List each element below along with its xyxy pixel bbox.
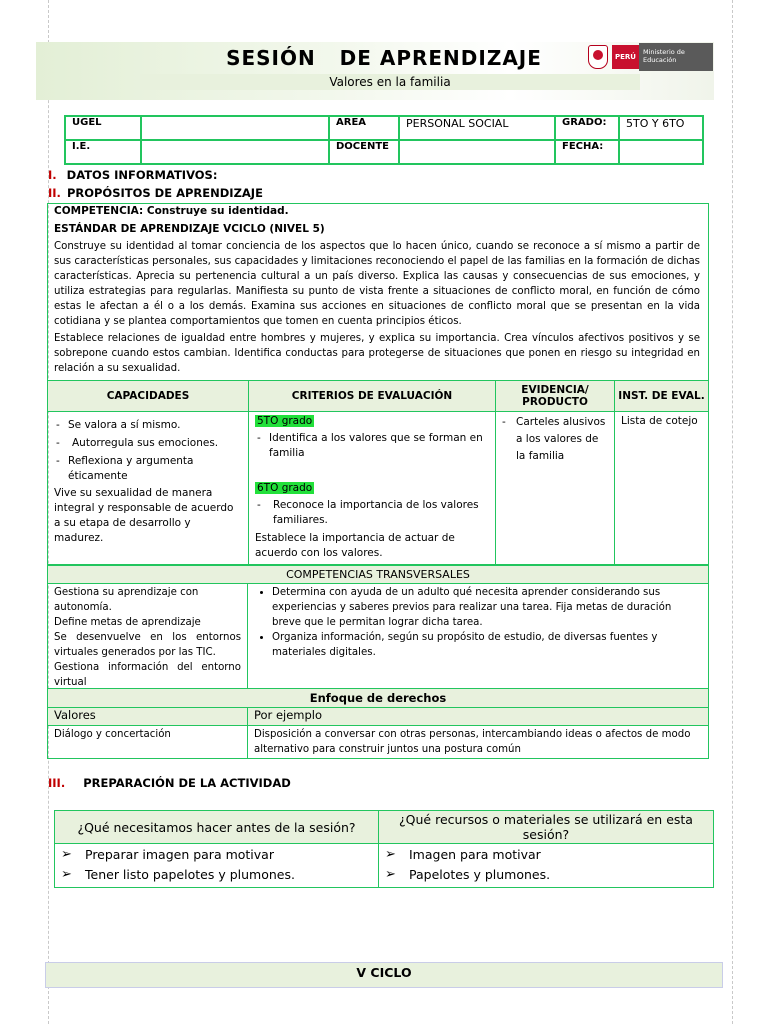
enfoque-col-valores: Valores [48, 708, 248, 726]
evidencia-cell [496, 412, 615, 565]
ie-label: I.E. [65, 140, 141, 164]
enfoque-col-ejemplo: Por ejemplo [248, 708, 709, 726]
fecha-label: FECHA: [555, 140, 619, 164]
col-header-instrumento: INST. DE EVAL. [615, 381, 709, 412]
transversales-left-cell [48, 584, 248, 692]
col-header-evidencia: EVIDENCIA/ PRODUCTO [496, 381, 615, 412]
prep-materials-list [379, 845, 713, 885]
ministry-logo [588, 44, 714, 70]
ie-field[interactable] [141, 140, 329, 164]
capacidad-extra: Vive su sexualidad de manera integral y responsable de acuerdo a su etapa de desarrollo y madurez. [54, 487, 234, 544]
section-1-number: I. [48, 168, 57, 182]
logo-peru-text: PERÚ [612, 45, 639, 69]
criterios-cell [249, 412, 496, 565]
area-label: AREA [329, 116, 399, 140]
prep-before-cell [55, 844, 379, 888]
transversal-criterio: • Determina con ayuda de un adulto qué necesita aprender considerando sus experiencias y saberes previos para realizar una tarea. Fija metas de duración breve que le permitan lograr dicha tarea. [272, 585, 702, 630]
preparation-table [54, 810, 714, 888]
prep-materials-item: ➢ Papelotes y plumones. [379, 865, 713, 885]
transversal-item: Se desenvuelve en los entornos virtuales generados por las TIC. [54, 632, 241, 658]
enfoque-header: Enfoque de derechos [48, 689, 709, 708]
fecha-field[interactable] [619, 140, 703, 164]
info-table [64, 115, 704, 165]
prep-question-before: ¿Qué necesitamos hacer antes de la sesión? [55, 811, 379, 844]
section-3-number: III. [48, 776, 66, 790]
capacidad-item: - Se valora a sí mismo. [54, 418, 242, 433]
enfoque-ejemplo: Disposición a conversar con otras personas, intercambiando ideas o afectos de modo alternativo para construir juntos una postura común [248, 726, 709, 759]
prep-materials-item: ➢ Imagen para motivar [379, 845, 713, 865]
prep-materials-cell [379, 844, 714, 888]
transversales-table [47, 565, 709, 692]
instrumento-cell: Lista de cotejo [615, 412, 709, 565]
grade-5-label: 5TO grado [257, 415, 313, 427]
docente-label: DOCENTE [329, 140, 399, 164]
criterio-item: - Reconoce la importancia de los valores familiares. [255, 498, 489, 528]
section-3-title: PREPARACIÓN DE LA ACTIVIDAD [83, 776, 291, 790]
section-2-number: II. [48, 186, 61, 200]
prep-before-item: ➢ Tener listo papelotes y plumones. [55, 865, 378, 885]
area-field[interactable]: PERSONAL SOCIAL [399, 116, 555, 140]
prep-before-item: ➢ Preparar imagen para motivar [55, 845, 378, 865]
capacidades-cell [48, 412, 249, 565]
evaluation-table [47, 380, 709, 565]
peru-shield-icon [588, 45, 608, 69]
section-2-heading [48, 186, 263, 200]
transversal-item: Gestiona su aprendizaje con autonomía. [54, 587, 199, 613]
criterio-item: - Identifica a los valores que se forman en familia [255, 431, 489, 461]
ugel-field[interactable] [141, 116, 329, 140]
evidencia-list [500, 414, 610, 465]
capacidades-list [54, 418, 242, 484]
estandar-paragraph-1: Construye su identidad al tomar conciencia de los aspectos que lo hacen único, cuando se reconoce a sí mismo a partir de sus características personales, sus capacidades y limitaciones reconociendo el papel de las familias en la formación de dichas características. Aprecia su pertenencia cultural a un país diverso. Explica las causas y consecuencias de sus emociones, y utiliza estrategias para regularlas. Manifiesta su punto de vista frente a situaciones de conflicto moral, en función de cómo estas le afectan a él o a los demás. Examina sus acciones en situaciones de conflicto moral que se presentan en la vida cotidiana y se plantea comportamientos que tomen en cuenta principios éticos. [54, 241, 700, 327]
grade-5-criterios [255, 431, 489, 461]
section-2-title: PROPÓSITOS DE APRENDIZAJE [66, 186, 263, 200]
transversal-criterio: • Organiza información, según su propósito de estudio, de diversas fuentes y materiales digitales. [272, 630, 702, 660]
session-subtitle: Valores en la familia [140, 74, 640, 90]
section-1-heading [48, 168, 217, 182]
col-header-capacidades: CAPACIDADES [48, 381, 249, 412]
ugel-label: UGEL [65, 116, 141, 140]
transversales-header: COMPETENCIAS TRANSVERSALES [48, 566, 709, 584]
estandar-title: ESTÁNDAR DE APRENDIZAJE VCICLO (NIVEL 5) [54, 223, 325, 235]
grado-field[interactable]: 5TO Y 6TO [619, 116, 703, 140]
grade-6-criterios [255, 498, 489, 528]
transversales-criteria-list [254, 585, 702, 660]
docente-field[interactable] [399, 140, 555, 164]
competencia-title: COMPETENCIA: Construye su identidad. [54, 205, 289, 217]
section-1-title: DATOS INFORMATIVOS: [66, 168, 218, 182]
prep-question-materials: ¿Qué recursos o materiales se utilizará en esta sesión? [379, 811, 714, 844]
grado-label: GRADO: [555, 116, 619, 140]
capacidad-item: - Reflexiona y argumenta éticamente [54, 454, 242, 484]
capacidad-item: - Autorregula sus emociones. [54, 436, 242, 451]
transversal-item: Gestiona información del entorno virtual [54, 662, 241, 688]
enfoque-table [47, 688, 709, 759]
col-header-criterios: CRITERIOS DE EVALUACIÓN [249, 381, 496, 412]
enfoque-valor: Diálogo y concertación [48, 726, 248, 759]
transversal-item: Define metas de aprendizaje [54, 617, 201, 628]
evidencia-item: - Carteles alusivos a los valores de la familia [500, 414, 610, 465]
page-title: SESIÓN DE APRENDIZAJE [226, 46, 542, 70]
grade-6-extra: Establece la importancia de actuar de acuerdo con los valores. [255, 532, 455, 559]
section-3-heading [48, 776, 291, 790]
logo-ministry-text: Ministerio de Educación [639, 43, 713, 71]
prep-before-list [55, 845, 378, 885]
footer-cycle: V CICLO [45, 962, 723, 988]
transversales-right-cell [248, 584, 709, 692]
page-margin-right [732, 0, 733, 1024]
grade-6-label: 6TO grado [257, 482, 313, 494]
estandar-paragraph-2: Establece relaciones de igualdad entre hombres y mujeres, y explica su importancia. Crea vínculos afectivos positivos y se sobrepone cuando estos cambian. Identifica conductas para protegerse de situaciones que ponen en riesgo su integridad en relación a su sexualidad. [54, 333, 700, 374]
